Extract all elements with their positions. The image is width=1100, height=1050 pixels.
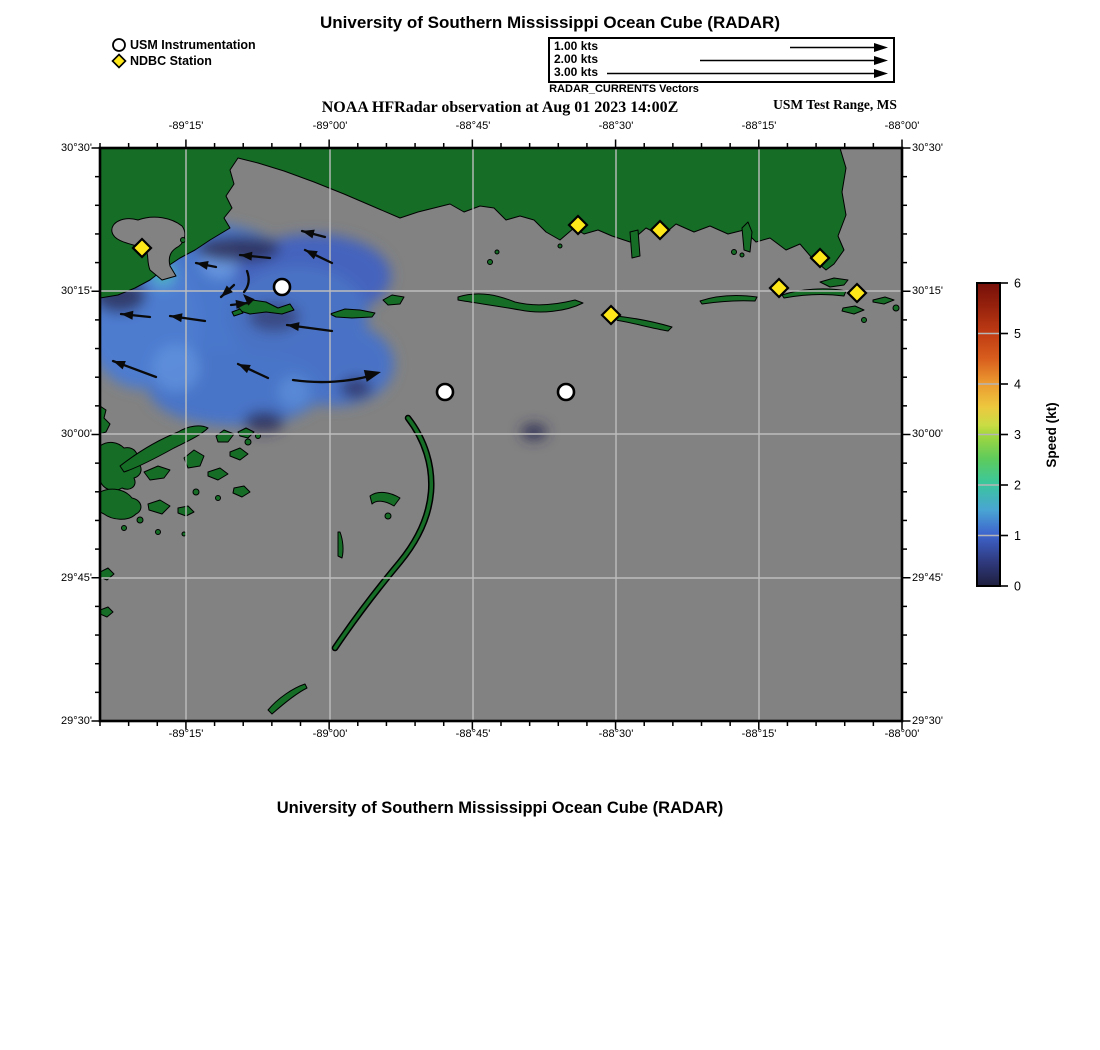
colorbar-tick-label: 4 xyxy=(1014,377,1021,392)
y-axis-tick-label: 29°45' xyxy=(61,572,92,584)
y-axis-tick-label: 29°30' xyxy=(61,715,92,727)
y-axis-tick-label: 29°45' xyxy=(912,572,943,584)
x-axis-tick-label: -88°30' xyxy=(598,120,634,132)
x-axis-tick-label: -89°00' xyxy=(312,728,348,740)
x-axis-tick-label: -88°45' xyxy=(455,120,491,132)
x-axis-tick-label: -89°15' xyxy=(168,728,204,740)
x-axis-tick-label: -89°15' xyxy=(168,120,204,132)
usm-station-marker xyxy=(274,279,290,295)
y-axis-tick-label: 30°15' xyxy=(912,285,943,297)
x-axis-tick-label: -88°00' xyxy=(884,728,920,740)
map-plot xyxy=(88,136,914,733)
figure-title-top: University of Southern Mississippi Ocean Cube (RADAR) xyxy=(319,13,780,32)
colorbar-tick-label: 3 xyxy=(1014,428,1021,442)
vector-scale-value: 2.00 kts xyxy=(554,52,599,66)
vector-scale-arrow xyxy=(550,54,889,67)
x-axis-tick-label: -88°45' xyxy=(455,728,491,740)
y-axis-tick-label: 30°30' xyxy=(61,142,92,154)
legend xyxy=(111,37,256,69)
legend-ndbc-label: NDBC Station xyxy=(130,54,212,68)
colorbar-tick-label: 1 xyxy=(1014,529,1021,543)
colorbar-tick-label: 0 xyxy=(1014,579,1021,594)
colorbar-label: Speed (kt) xyxy=(1044,402,1059,468)
usm-station-marker xyxy=(437,384,453,400)
ndbc-diamond-icon xyxy=(111,53,128,69)
observation-subtitle: NOAA HFRadar observation at Aug 01 2023 14:00Z xyxy=(321,99,679,116)
colorbar-tick-label: 2 xyxy=(1014,478,1021,493)
test-range-label: USM Test Range, MS xyxy=(773,97,897,112)
x-axis-tick-label: -88°15' xyxy=(741,120,777,132)
legend-usm-label: USM Instrumentation xyxy=(130,38,256,52)
vector-scale-value: 1.00 kts xyxy=(554,39,599,53)
legend-item-usm xyxy=(111,37,256,53)
x-axis-tick-label: -88°30' xyxy=(598,728,634,740)
x-axis-tick-label: -88°00' xyxy=(884,120,920,132)
y-axis-tick-label: 30°30' xyxy=(912,142,943,154)
y-axis-tick-label: 30°00' xyxy=(912,428,943,440)
colorbar xyxy=(960,270,1100,600)
figure-title-bottom: University of Southern Mississippi Ocean Cube (RADAR) xyxy=(276,799,724,817)
vector-scale-value: 3.00 kts xyxy=(554,65,599,79)
y-axis-tick-label: 30°00' xyxy=(61,428,92,440)
usm-station-marker xyxy=(558,384,574,400)
x-axis-tick-label: -88°15' xyxy=(741,728,777,740)
x-axis-tick-label: -89°00' xyxy=(312,120,348,132)
colorbar-tick-label: 6 xyxy=(1014,276,1021,291)
usm-circle-icon xyxy=(111,37,128,53)
colorbar-tick-label: 5 xyxy=(1014,327,1021,341)
legend-item-ndbc xyxy=(111,53,256,69)
vector-scale-arrow xyxy=(550,67,889,80)
y-axis-tick-label: 30°15' xyxy=(61,285,92,297)
vector-scale-box xyxy=(548,37,895,83)
vector-scale-caption: RADAR_CURRENTS Vectors xyxy=(549,83,699,95)
vector-scale-arrow xyxy=(550,41,889,54)
y-axis-tick-label: 29°30' xyxy=(912,715,943,727)
